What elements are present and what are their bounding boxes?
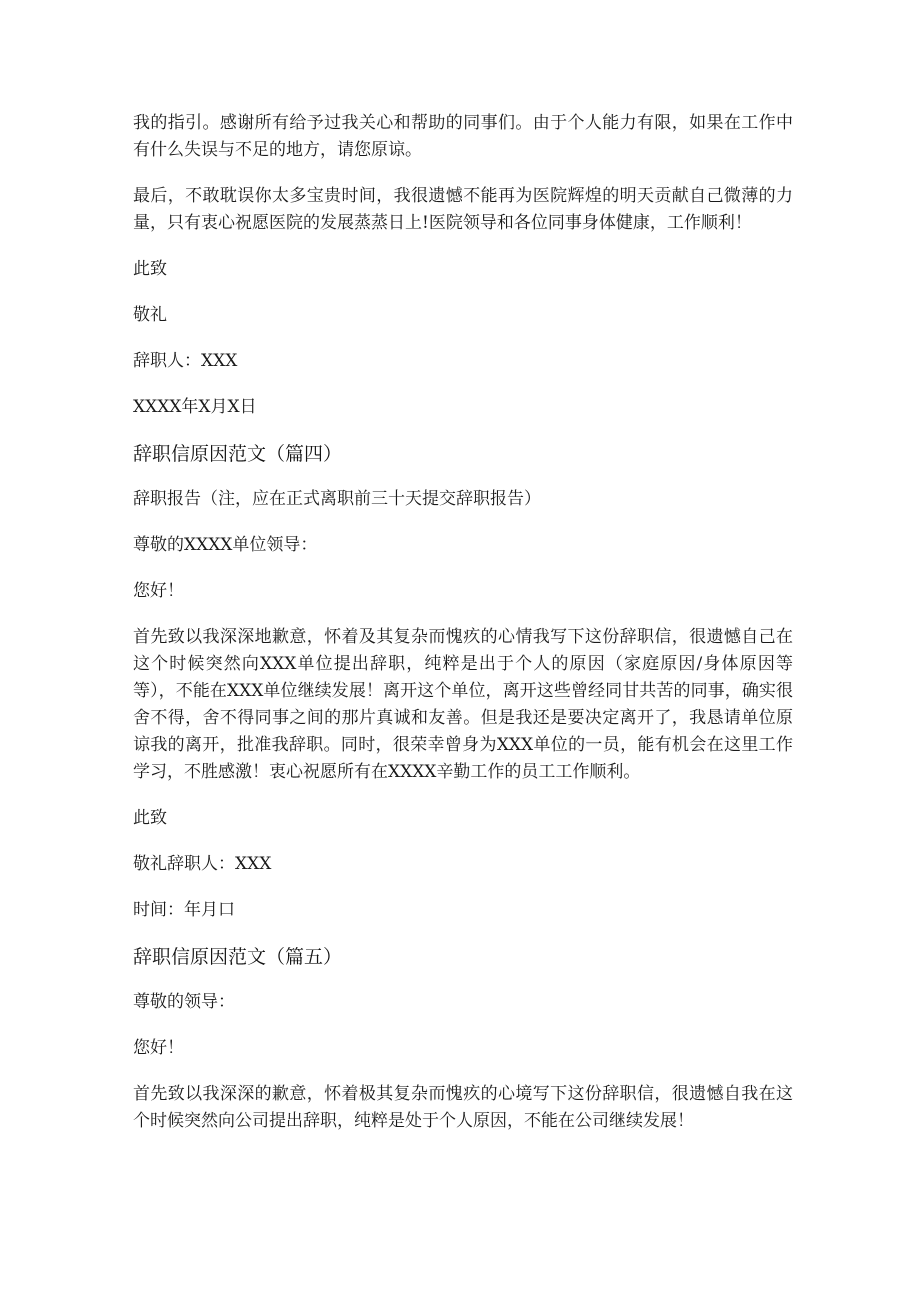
paragraph-gratitude: 我的指引。感谢所有给予过我关心和帮助的同事们。由于个人能力有限，如果在工作中有什么失误与不足的地方，请您原谅。 [133,113,793,160]
greeting: 您好！ [133,581,184,601]
greeting-2: 您好！ [133,1038,184,1058]
document-body [133,110,793,1154]
report-title-note: 辞职报告（注，应在正式离职前三十天提交辞职报告） [133,489,541,509]
signature-date: XXXX年X月X日 [133,397,257,417]
paragraph-main-body-2: 首先致以我深深的歉意，怀着极其复杂而愧疚的心境写下这份辞职信，很遗憾自我在这个时候突然向公司提出辞职，纯粹是处于个人原因，不能在公司继续发展！ [133,1084,793,1131]
signature-resigner: 辞职人：XXX [133,351,238,371]
addressee: 尊敬的XXXX单位领导： [133,535,318,555]
section-heading-part-five: 辞职信原因范文（篇五） [133,946,343,968]
signature-time: 时间：年月口 [133,900,235,920]
addressee-2: 尊敬的领导： [133,992,235,1012]
paragraph-closing-wishes: 最后，不敢耽误你太多宝贵时间，我很遗憾不能再为医院辉煌的明天贡献自己微薄的力量，只有衷心祝愿医院的发展蒸蒸日上!医院领导和各位同事身体健康，工作顺利！ [133,186,793,233]
salutation-jingli: 敬礼 [133,305,167,325]
signature-resigner-2: 敬礼辞职人：XXX [133,854,272,874]
salutation-cizhi: 此致 [133,259,167,279]
paragraph-main-body: 首先致以我深深地歉意，怀着及其复杂而愧疚的心情我写下这份辞职信，很遗憾自己在这个时候突然向XXX单位提出辞职，纯粹是出于个人的原因（家庭原因/身体原因等等），不能在XXX单位继续发展！离开这个单位，离开这些曾经同甘共苦的同事，确实很舍不得，舍不得同事之间的那片真诚和友善。但是我还是要决定离开了，我恳请单位原谅我的离开，批准我辞职。同时，很荣幸曾身为XXX单位的一员，能有机会在这里工作学习，不胜感激！衷心祝愿所有在XXXX辛勤工作的员工工作顺利。 [133,627,793,782]
section-heading-part-four: 辞职信原因范文（篇四） [133,443,343,465]
salutation-cizhi-2: 此致 [133,808,167,828]
